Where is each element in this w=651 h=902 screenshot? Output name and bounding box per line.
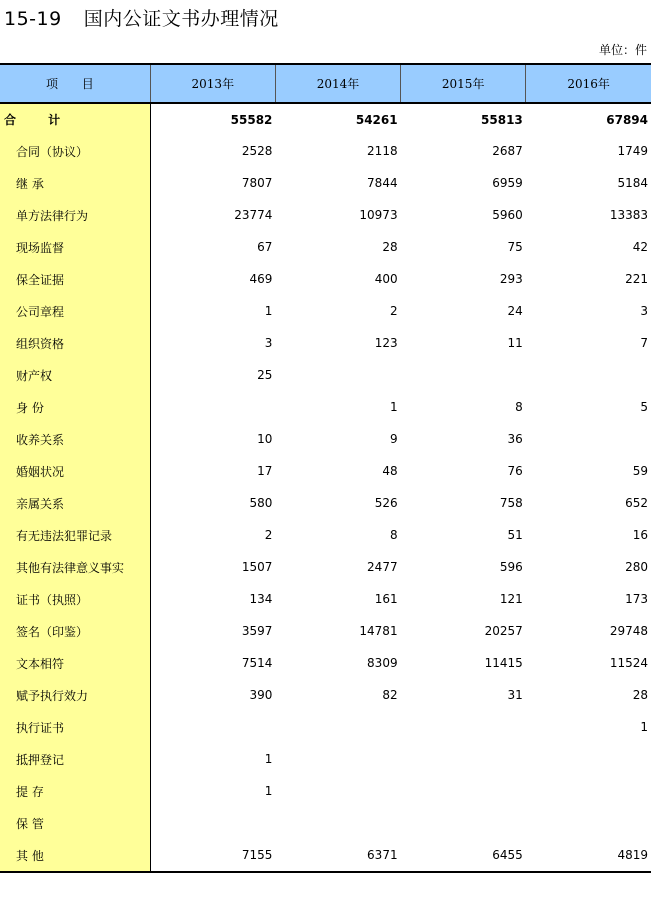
value-cell: 596: [499, 560, 523, 574]
value-cell: 6455: [401, 839, 526, 872]
row-label: 保 管: [0, 807, 150, 839]
header-year: 2013年: [150, 64, 275, 103]
value-cell: 76: [507, 464, 523, 478]
value-cell: 17: [257, 464, 273, 478]
value-cell: 526: [374, 496, 398, 510]
row-label: 有无违法犯罪记录: [0, 519, 150, 551]
table-row: [0, 327, 651, 359]
value-cell: [275, 711, 400, 743]
value-cell: 469: [249, 272, 273, 286]
row-label: 公司章程: [0, 295, 150, 327]
row-label: 提 存: [0, 775, 150, 807]
row-label: 赋予执行效力: [0, 679, 150, 711]
value-cell: 7844: [367, 176, 398, 190]
value-cell: 20257: [484, 624, 523, 638]
value-cell: 2: [389, 304, 398, 318]
value-cell: 16: [632, 528, 648, 542]
value-cell: 2687: [492, 144, 523, 158]
row-label: 合 计: [0, 103, 150, 135]
value-cell: 3597: [241, 624, 273, 638]
total-row: [0, 103, 651, 135]
value-cell: [401, 807, 526, 839]
value-cell: 31: [507, 688, 523, 702]
header-year: 2016年: [526, 64, 651, 103]
table-row: [0, 679, 651, 711]
row-label: 证书（执照）: [0, 583, 150, 615]
value-cell: 8: [515, 400, 523, 414]
value-cell: 42: [632, 240, 648, 254]
table-number: 15-19: [4, 8, 62, 30]
value-cell: 390: [249, 688, 273, 702]
table-row: [0, 839, 651, 872]
table-row: [0, 359, 651, 391]
value-cell: [275, 807, 400, 839]
value-cell: [150, 807, 275, 839]
value-cell: 3: [640, 304, 648, 318]
value-cell: 1: [264, 752, 273, 766]
table-row: [0, 615, 651, 647]
table-row: [0, 199, 651, 231]
data-table: [0, 63, 651, 873]
table-row: [0, 295, 651, 327]
value-cell: 48: [382, 464, 398, 478]
value-cell: 293: [499, 272, 523, 286]
value-cell: [401, 711, 526, 743]
table-row: [0, 583, 651, 615]
value-cell: 75: [507, 240, 523, 254]
value-cell: 4819: [526, 839, 651, 872]
value-cell: 1: [264, 784, 273, 798]
table-row: [0, 743, 651, 775]
row-label: 身 份: [0, 391, 150, 423]
value-cell: 11: [507, 336, 523, 350]
header-row: [0, 64, 651, 103]
value-cell: [401, 743, 526, 775]
row-label: 其 他: [0, 839, 150, 872]
value-cell: [275, 359, 400, 391]
value-cell: 51: [507, 528, 523, 542]
value-cell: 3: [264, 336, 273, 350]
value-cell: 82: [382, 688, 398, 702]
value-cell: 13383: [609, 208, 648, 222]
table-row: [0, 519, 651, 551]
value-cell: 8309: [367, 656, 398, 670]
row-label: 单方法律行为: [0, 199, 150, 231]
value-cell: [401, 359, 526, 391]
table-row: [0, 455, 651, 487]
value-cell: 161: [374, 592, 398, 606]
value-cell: 5184: [617, 176, 648, 190]
header-year: 2015年: [401, 64, 526, 103]
header-year: 2014年: [275, 64, 400, 103]
value-cell: [526, 775, 651, 807]
value-cell: 8: [389, 528, 398, 542]
unit-label: 单位：件: [598, 43, 647, 57]
table-row: [0, 487, 651, 519]
value-cell: 1: [389, 400, 398, 414]
value-cell: 29748: [609, 624, 648, 638]
value-cell: 123: [374, 336, 398, 350]
row-label: 组织资格: [0, 327, 150, 359]
value-cell: [526, 807, 651, 839]
value-cell: 652: [625, 496, 648, 510]
header-item: 项 目: [0, 64, 150, 103]
value-cell: 1: [264, 304, 273, 318]
value-cell: 10973: [359, 208, 398, 222]
value-cell: [401, 775, 526, 807]
table-row: [0, 423, 651, 455]
value-cell: [150, 711, 275, 743]
value-cell: 2118: [367, 144, 398, 158]
value-cell: 67894: [606, 112, 648, 127]
value-cell: 23774: [234, 208, 273, 222]
value-cell: 11415: [484, 656, 523, 670]
value-cell: 758: [499, 496, 523, 510]
value-cell: 24: [507, 304, 523, 318]
value-cell: 1749: [617, 144, 648, 158]
table-row: [0, 775, 651, 807]
value-cell: 6959: [492, 176, 523, 190]
table-row: [0, 391, 651, 423]
value-cell: 2: [264, 528, 273, 542]
value-cell: 67: [257, 240, 273, 254]
table-row: [0, 231, 651, 263]
row-label: 继 承: [0, 167, 150, 199]
value-cell: 6371: [275, 839, 400, 872]
value-cell: 121: [499, 592, 523, 606]
row-label: 婚姻状况: [0, 455, 150, 487]
value-cell: 25: [257, 368, 273, 382]
value-cell: [275, 775, 400, 807]
table-row: [0, 711, 651, 743]
table-row: [0, 135, 651, 167]
value-cell: [275, 743, 400, 775]
row-label: 保全证据: [0, 263, 150, 295]
value-cell: 54261: [355, 112, 398, 127]
table-row: [0, 167, 651, 199]
row-label: 收养关系: [0, 423, 150, 455]
table-row: [0, 807, 651, 839]
table-title: 国内公证文书办理情况: [83, 8, 279, 30]
table-row: [0, 551, 651, 583]
value-cell: 1: [640, 720, 648, 734]
value-cell: 7: [640, 336, 648, 350]
value-cell: 580: [249, 496, 273, 510]
row-label: 签名（印鉴）: [0, 615, 150, 647]
value-cell: [150, 391, 275, 423]
value-cell: 400: [374, 272, 398, 286]
value-cell: 7514: [241, 656, 273, 670]
row-label: 合同（协议）: [0, 135, 150, 167]
value-cell: 134: [249, 592, 273, 606]
value-cell: 9: [389, 432, 398, 446]
value-cell: 5960: [492, 208, 523, 222]
row-label: 文本相符: [0, 647, 150, 679]
value-cell: 7807: [241, 176, 273, 190]
table-row: [0, 263, 651, 295]
page-title: [4, 4, 279, 31]
row-label: 执行证书: [0, 711, 150, 743]
value-cell: 28: [382, 240, 398, 254]
value-cell: 7155: [150, 839, 275, 872]
value-cell: 1507: [241, 560, 273, 574]
value-cell: 55582: [230, 112, 273, 127]
value-cell: 36: [507, 432, 523, 446]
value-cell: 221: [625, 272, 648, 286]
value-cell: 280: [625, 560, 648, 574]
value-cell: 59: [632, 464, 648, 478]
value-cell: 10: [257, 432, 273, 446]
value-cell: 5: [640, 400, 648, 414]
row-label: 财产权: [0, 359, 150, 391]
value-cell: 11524: [609, 656, 648, 670]
row-label: 抵押登记: [0, 743, 150, 775]
row-label: 其他有法律意义事实: [0, 551, 150, 583]
value-cell: 2528: [241, 144, 273, 158]
value-cell: 14781: [359, 624, 398, 638]
value-cell: 55813: [481, 112, 523, 127]
value-cell: [526, 359, 651, 391]
row-label: 现场监督: [0, 231, 150, 263]
value-cell: 2477: [367, 560, 398, 574]
value-cell: 28: [632, 688, 648, 702]
row-label: 亲属关系: [0, 487, 150, 519]
table-row: [0, 647, 651, 679]
value-cell: [526, 743, 651, 775]
value-cell: 173: [625, 592, 648, 606]
value-cell: [526, 423, 651, 455]
